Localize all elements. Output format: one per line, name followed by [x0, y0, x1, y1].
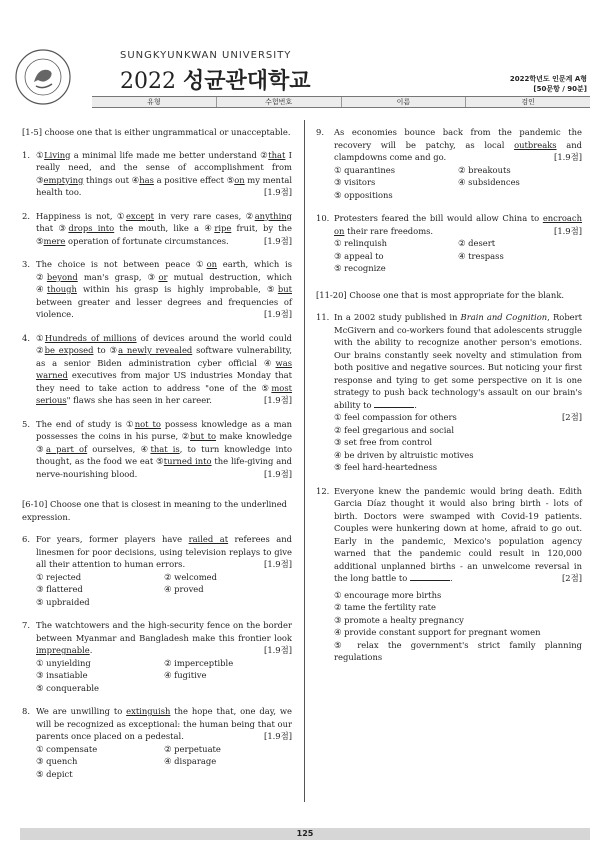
option-5[interactable]: ⑤ depict — [36, 768, 73, 779]
option-4[interactable]: ④ proved — [164, 584, 204, 594]
exam-number-label: 수험번호 — [217, 97, 342, 107]
points: [2점] — [562, 412, 582, 422]
question-6 — [22, 533, 292, 608]
question-text: ①Hundreds of millions of devices around the world could ②be exposed to ③a newly revealed software vulnerability, as a senior Biden administration cyber official ④was warned executives from major US industries Monday that they need to take action to address "one of the ⑤most serious" flaws she has seen in her career. [1.9점] — [36, 332, 292, 405]
points: [1.9점] — [554, 152, 582, 162]
options — [334, 589, 582, 664]
section-3-heading: [11-20] Choose one that is most appropriate for the blank. — [316, 289, 565, 300]
question-3 — [22, 258, 292, 321]
options — [36, 743, 292, 781]
question-number: 9. — [316, 127, 324, 137]
university-name-kr: 성균관대학교 — [183, 69, 311, 94]
exam-info — [510, 74, 587, 94]
option-5[interactable]: ⑤ upbraided — [36, 596, 90, 607]
section-2-heading: [6-10] Choose one that is closest in meaning to the underlined expression. — [22, 499, 288, 522]
option-3[interactable]: ③ quench — [36, 756, 78, 766]
points: [1.9점] — [264, 559, 292, 569]
option-4[interactable]: ④ provide constant support for pregnant women — [334, 627, 541, 637]
option-1[interactable]: ① encourage more births — [334, 589, 442, 600]
question-number: 2. — [22, 210, 30, 221]
option-5[interactable]: ⑤ relax the government's strict family planning regulations — [334, 639, 582, 662]
option-5[interactable]: ⑤ recognize — [334, 263, 386, 273]
options — [334, 164, 582, 202]
university-seal-icon — [14, 48, 72, 106]
option-1[interactable]: ① feel compassion for others [2점] — [334, 412, 582, 422]
points: [2점] — [562, 573, 582, 583]
question-12 — [316, 485, 582, 664]
question-text: The end of study is ①not to possess knowledge as a man possesses the coins in his purse, ②but to make knowledge ③a part of ourselves, ④that is, to turn knowledge into thought, as the food we eat ⑤turned into the life-giving and nerve-nourishing blood. [1.9점] — [36, 418, 293, 479]
question-text: ①Living a minimal life made me better understand ②that I really need, and the sense of accomplishment from ③emptying things out ④has a positive effect ⑤on my mental health too. [1.9점] — [36, 149, 292, 197]
points: [1.9점] — [264, 309, 292, 319]
option-3[interactable]: ③ visitors — [334, 177, 376, 187]
question-number: 6. — [22, 534, 30, 544]
question-number: 3. — [22, 259, 30, 269]
option-4[interactable]: ④ disparage — [164, 756, 217, 766]
question-1 — [22, 149, 292, 199]
info-bar — [92, 96, 590, 108]
question-text: In a 2002 study published in Brain and Cognition, Robert McGivern and co-workers found that adolescents struggle with the ability to recognize another person's emotions. Our brains constantly seek novelty and stimulation from both positive and negative sources. But noticing your first response and tying to get some perspective on it is one strategy to push back technology's assault on our brain's ability to . ① feel compassion for others [2점] ② feel gregarious and social ③ set free from control ④ be driven by altruistic motives ⑤ feel hard-heartedness — [334, 312, 583, 472]
option-1[interactable]: ① quarantines — [334, 164, 396, 175]
question-text: We are unwilling to extinguish the hope that, one day, we will be recognized as exceptional: the human being that our parents once placed on a pedestal. [1.9점] ① compensate ② perpetuate ③ quench ④ disparage ⑤ depict — [36, 706, 292, 779]
option-5[interactable]: ⑤ oppositions — [334, 189, 393, 200]
question-10 — [316, 212, 582, 275]
points: [1.9점] — [554, 225, 582, 236]
option-1[interactable]: ① relinquish — [334, 238, 388, 248]
option-2[interactable]: ② perpetuate — [164, 743, 221, 754]
question-text: Protesters feared the bill would allow China to encroach on their rare freedoms. [1.9점] ① relinquish ② desert ③ appeal to ④ trespass ⑤ recognize — [334, 213, 582, 273]
points: [1.9점] — [264, 645, 292, 655]
option-2[interactable]: ② tame the fertility rate — [334, 602, 437, 612]
option-5[interactable]: ⑤ conquerable — [36, 682, 100, 693]
page-header — [0, 0, 605, 118]
option-4[interactable]: ④ fugitive — [164, 670, 207, 680]
right-column — [316, 126, 582, 675]
option-2[interactable]: ② imperceptible — [164, 657, 234, 668]
question-text: As economies bounce back from the pandemic the recovery will be patchy, as local outbreaks and clampdowns come and go. [1.9점] ① quarantines ② breakouts ③ visitors ④ subsidences ⑤ oppositions — [334, 127, 582, 200]
question-2 — [22, 210, 292, 248]
points: [1.9점] — [264, 187, 292, 197]
options — [36, 571, 292, 609]
question-text: Everyone knew the pandemic would bring death. Edith Garcia Díaz thought it would also bring birth - lots of birth. Doctors were swamped with Covid-19 patients. Couples were hunkering down at home, afraid to go out. Early in the pandemic, Mexico's population agency warned that the pandemic could result in 120,000 additional unplanned births - an unwelcome reversal in the long battle to . [2점] ① encourage more births ② tame the fertility rate ③ promote a healty pregnancy ④ provide constant support for pregnant women ⑤ relax the government's strict family planning regulations — [334, 485, 582, 662]
question-4 — [22, 332, 292, 407]
points: [1.9점] — [264, 395, 292, 405]
points: [1.9점] — [264, 731, 292, 741]
question-number: 7. — [22, 620, 30, 630]
exam-count: [50문항 / 90분] — [533, 85, 587, 93]
type-label: 유형 — [92, 97, 217, 107]
check-label: 검인 — [521, 98, 535, 106]
column-divider — [304, 120, 305, 802]
university-name-en: SUNGKYUNKWAN UNIVERSITY — [120, 50, 292, 61]
question-number: 1. — [22, 149, 30, 160]
name-label: 이름 — [342, 97, 467, 107]
question-7 — [22, 619, 292, 694]
question-text: The choice is not between peace ①on earth, which is ②beyond man's grasp, ③or mutual destruction, which ④though within his grasp is highly improbable, ⑤but between greater and lesser degrees and frequencies of violence. [1.9점] — [36, 259, 293, 319]
option-3[interactable]: ③ set free from control — [334, 437, 433, 447]
question-11 — [316, 311, 582, 474]
exam-year: 2022 — [120, 69, 176, 94]
answer-blank — [374, 400, 414, 408]
option-5[interactable]: ⑤ feel hard-heartedness — [334, 462, 438, 472]
option-3[interactable]: ③ appeal to — [334, 250, 384, 261]
left-column — [22, 126, 292, 791]
points: [1.9점] — [264, 235, 292, 246]
question-text: Happiness is not, ①except in very rare cases, ②anything that ③drops into the mouth, like a ④ripe fruit, by the ⑤mere operation of fortunate circumstances. [1.9점] — [36, 210, 293, 246]
option-1[interactable]: ① unyielding — [36, 657, 91, 668]
question-text: The watchtowers and the high-security fence on the border between Myanmar and Bangladesh make this frontier look impregnable. [1.9점] ① unyielding ② imperceptible ③ insatiable ④ fugitive ⑤ conquerable — [36, 620, 292, 693]
question-number: 11. — [316, 312, 330, 322]
question-number: 4. — [22, 332, 30, 343]
option-2[interactable]: ② feel gregarious and social — [334, 424, 455, 435]
page-number: 125 — [20, 828, 590, 840]
question-5 — [22, 418, 292, 481]
section-1-heading: [1-5] choose one that is either ungrammatical or unacceptable. — [22, 127, 291, 137]
option-4[interactable]: ④ be driven by altruistic motives — [334, 449, 474, 460]
question-number: 12. — [316, 485, 330, 496]
option-1[interactable]: ① rejected — [36, 571, 82, 582]
option-2[interactable]: ② welcomed — [164, 571, 217, 582]
option-3[interactable]: ③ insatiable — [36, 670, 88, 680]
points: [1.9점] — [264, 468, 292, 479]
question-number: 5. — [22, 418, 30, 429]
question-number: 10. — [316, 213, 330, 223]
question-9 — [316, 126, 582, 201]
options — [334, 411, 582, 474]
option-1[interactable]: ① compensate — [36, 743, 98, 754]
option-4[interactable]: ④ subsidences — [458, 177, 520, 187]
option-2[interactable]: ② desert — [458, 238, 496, 248]
question-8 — [22, 705, 292, 780]
option-4[interactable]: ④ trespass — [458, 250, 504, 261]
question-number: 8. — [22, 706, 30, 716]
options — [334, 237, 582, 275]
question-text: For years, former players have railed at referees and linesmen for poor decisions, using television replays to give all their attention to human errors. [1.9점] ① rejected ② welcomed ③ flattered ④ proved ⑤ upbraided — [36, 534, 293, 607]
answer-blank — [410, 573, 450, 581]
option-3[interactable]: ③ flattered — [36, 584, 83, 594]
option-3[interactable]: ③ promote a healty pregnancy — [334, 614, 464, 625]
exam-type: 2022학년도 인문계 A형 — [509, 75, 587, 83]
options — [36, 657, 292, 695]
university-title — [120, 64, 311, 95]
option-2[interactable]: ② breakouts — [458, 164, 511, 175]
